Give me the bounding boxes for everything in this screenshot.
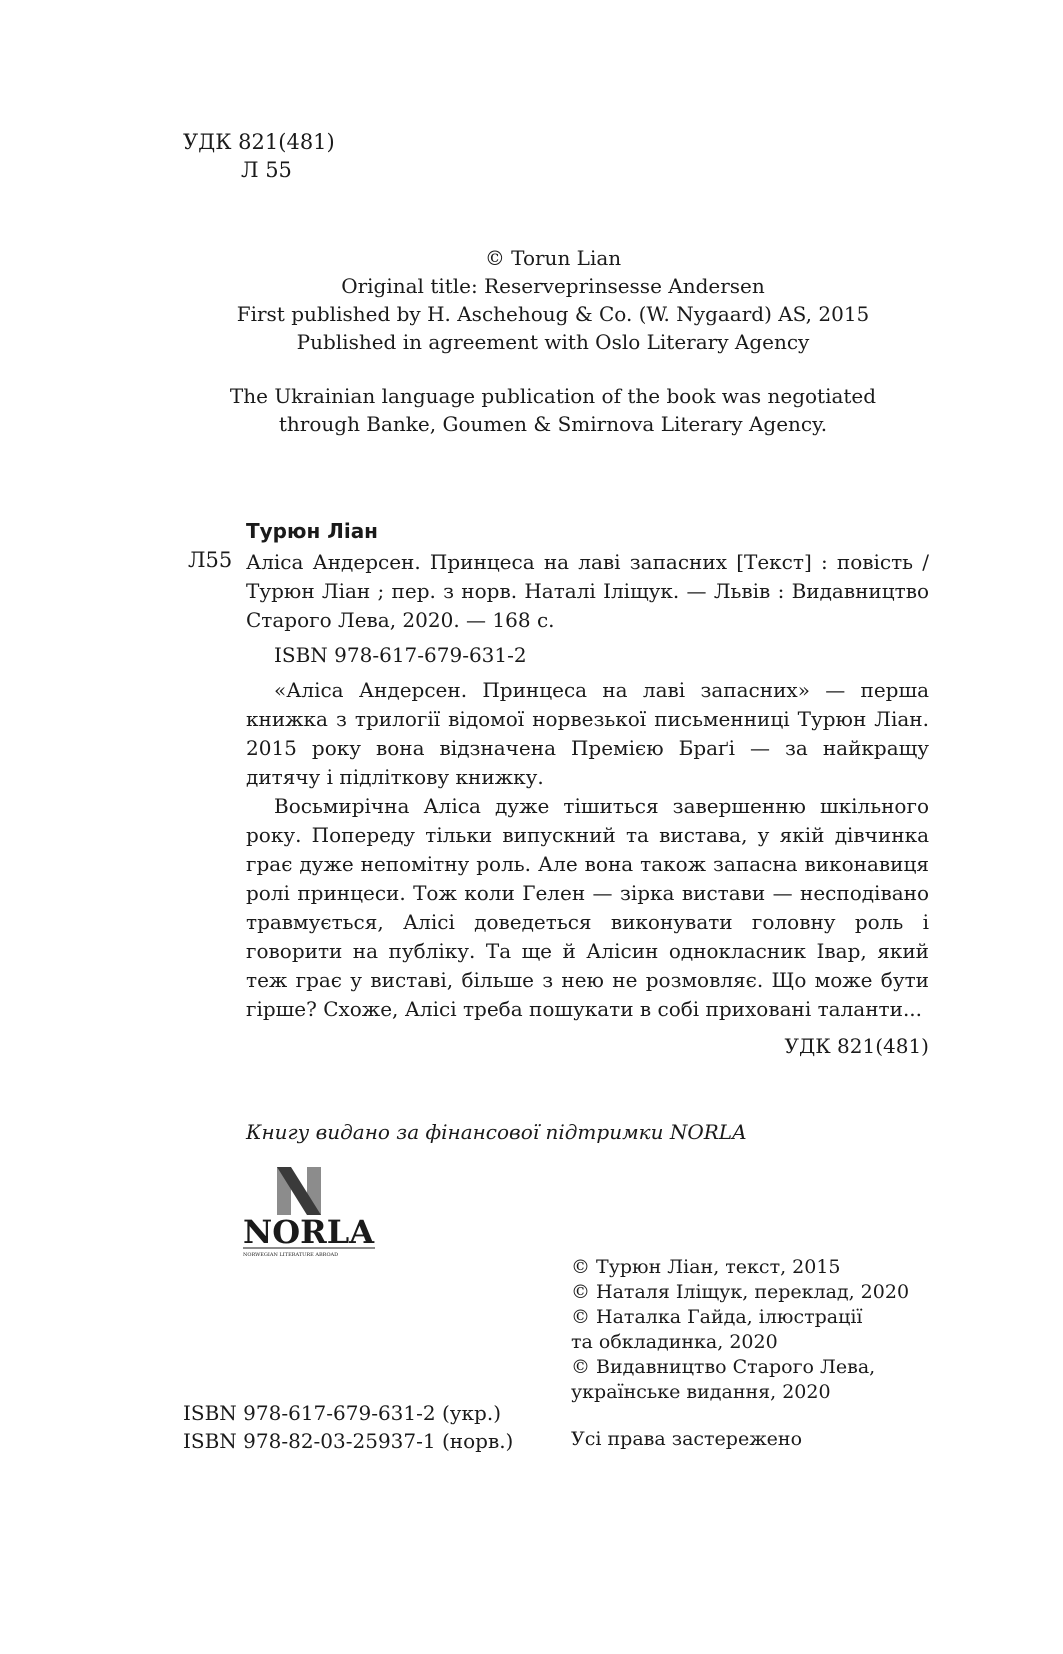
catalog-udk: УДК 821(481) <box>784 1034 929 1058</box>
rights-publisher-cont: українське видання, 2020 <box>571 1381 831 1403</box>
rights-reserved: Усі права застережено <box>571 1428 803 1450</box>
isbn-norwegian: ISBN 978-82-03-25937-1 (норв.) <box>183 1429 514 1453</box>
logo-wordmark: NORLA <box>243 1213 375 1251</box>
catalog-entry <box>246 548 929 1024</box>
negotiated-line-2: through Banke, Goumen & Smirnova Literary Agency. <box>278 412 828 436</box>
original-rights <box>183 244 923 438</box>
first-published: First published by H. Aschehoug & Co. (W. Nygaard) AS, 2015 <box>236 302 870 326</box>
rights-list <box>571 1255 909 1405</box>
isbn-ukrainian: ISBN 978-617-679-631-2 (укр.) <box>183 1401 501 1425</box>
udk-header <box>183 128 335 184</box>
isbn-list <box>183 1399 513 1455</box>
rights-illustrator: © Наталка Гайда, ілюстрації <box>571 1306 863 1328</box>
agreement: Published in agreement with Oslo Literary Agency <box>296 330 810 354</box>
negotiated-line-1: The Ukrainian language publication of the book was negotiated <box>229 384 877 408</box>
rights-publisher: © Видавництво Старого Лева, <box>571 1356 876 1378</box>
catalog-isbn: ISBN 978-617-679-631-2 <box>274 643 527 667</box>
norla-logo-graphic <box>241 1163 383 1258</box>
udk-code: УДК 821(481) <box>183 130 335 154</box>
rights-translator: © Наталя Іліщук, переклад, 2020 <box>571 1281 910 1303</box>
rights-author: © Турюн Ліан, текст, 2015 <box>571 1256 841 1278</box>
catalog-description: Аліса Андерсен. Принцеса на лаві запасних [Текст] : повість / Турюн Ліан ; пер. з норв. Наталі Іліщук. — Львів : Видавництво Старого Лева, 2020. — 168 с. <box>246 550 929 632</box>
catalog-mark: Л55 <box>188 548 233 572</box>
rights-illustrator-cont: та обкладинка, 2020 <box>571 1331 778 1353</box>
annotation-paragraph-1: «Аліса Андерсен. Принцеса на лаві запасних» — перша книжка з трилогії відомої норвезької письменниці Турюн Ліан. 2015 року вона відзначена Премією Браґі — за найкращу дитячу і підліткову книжку. <box>246 678 929 789</box>
norla-logo <box>241 1163 383 1258</box>
annotation-paragraph-2: Восьмирічна Аліса дуже тішиться завершенню шкільного року. Попереду тільки випускний та вистава, у якій дівчинка грає дуже непомітну роль. Але вона також запасна виконавиця ролі принцеси. Тож коли Гелен — зірка вистави — несподівано травмується, Алісі доведеться виконувати головну роль і говорити на публіку. Та ще й Алісин однокласник Івар, який теж грає у виставі, більше з нею не розмовляє. Що може бути гірше? Схоже, Алісі треба пошукати в собі приховані таланти... <box>246 794 929 1021</box>
author-mark: Л 55 <box>241 158 292 182</box>
catalog-author: Турюн Ліан <box>246 519 379 543</box>
original-title: Original title: Reserveprinsesse Andersen <box>341 274 765 298</box>
original-copyright: © Torun Lian <box>484 246 622 270</box>
support-note: Книгу видано за фінансової підтримки NORLA <box>246 1120 747 1144</box>
logo-tagline: NORWEGIAN LITERATURE ABROAD <box>243 1252 339 1258</box>
